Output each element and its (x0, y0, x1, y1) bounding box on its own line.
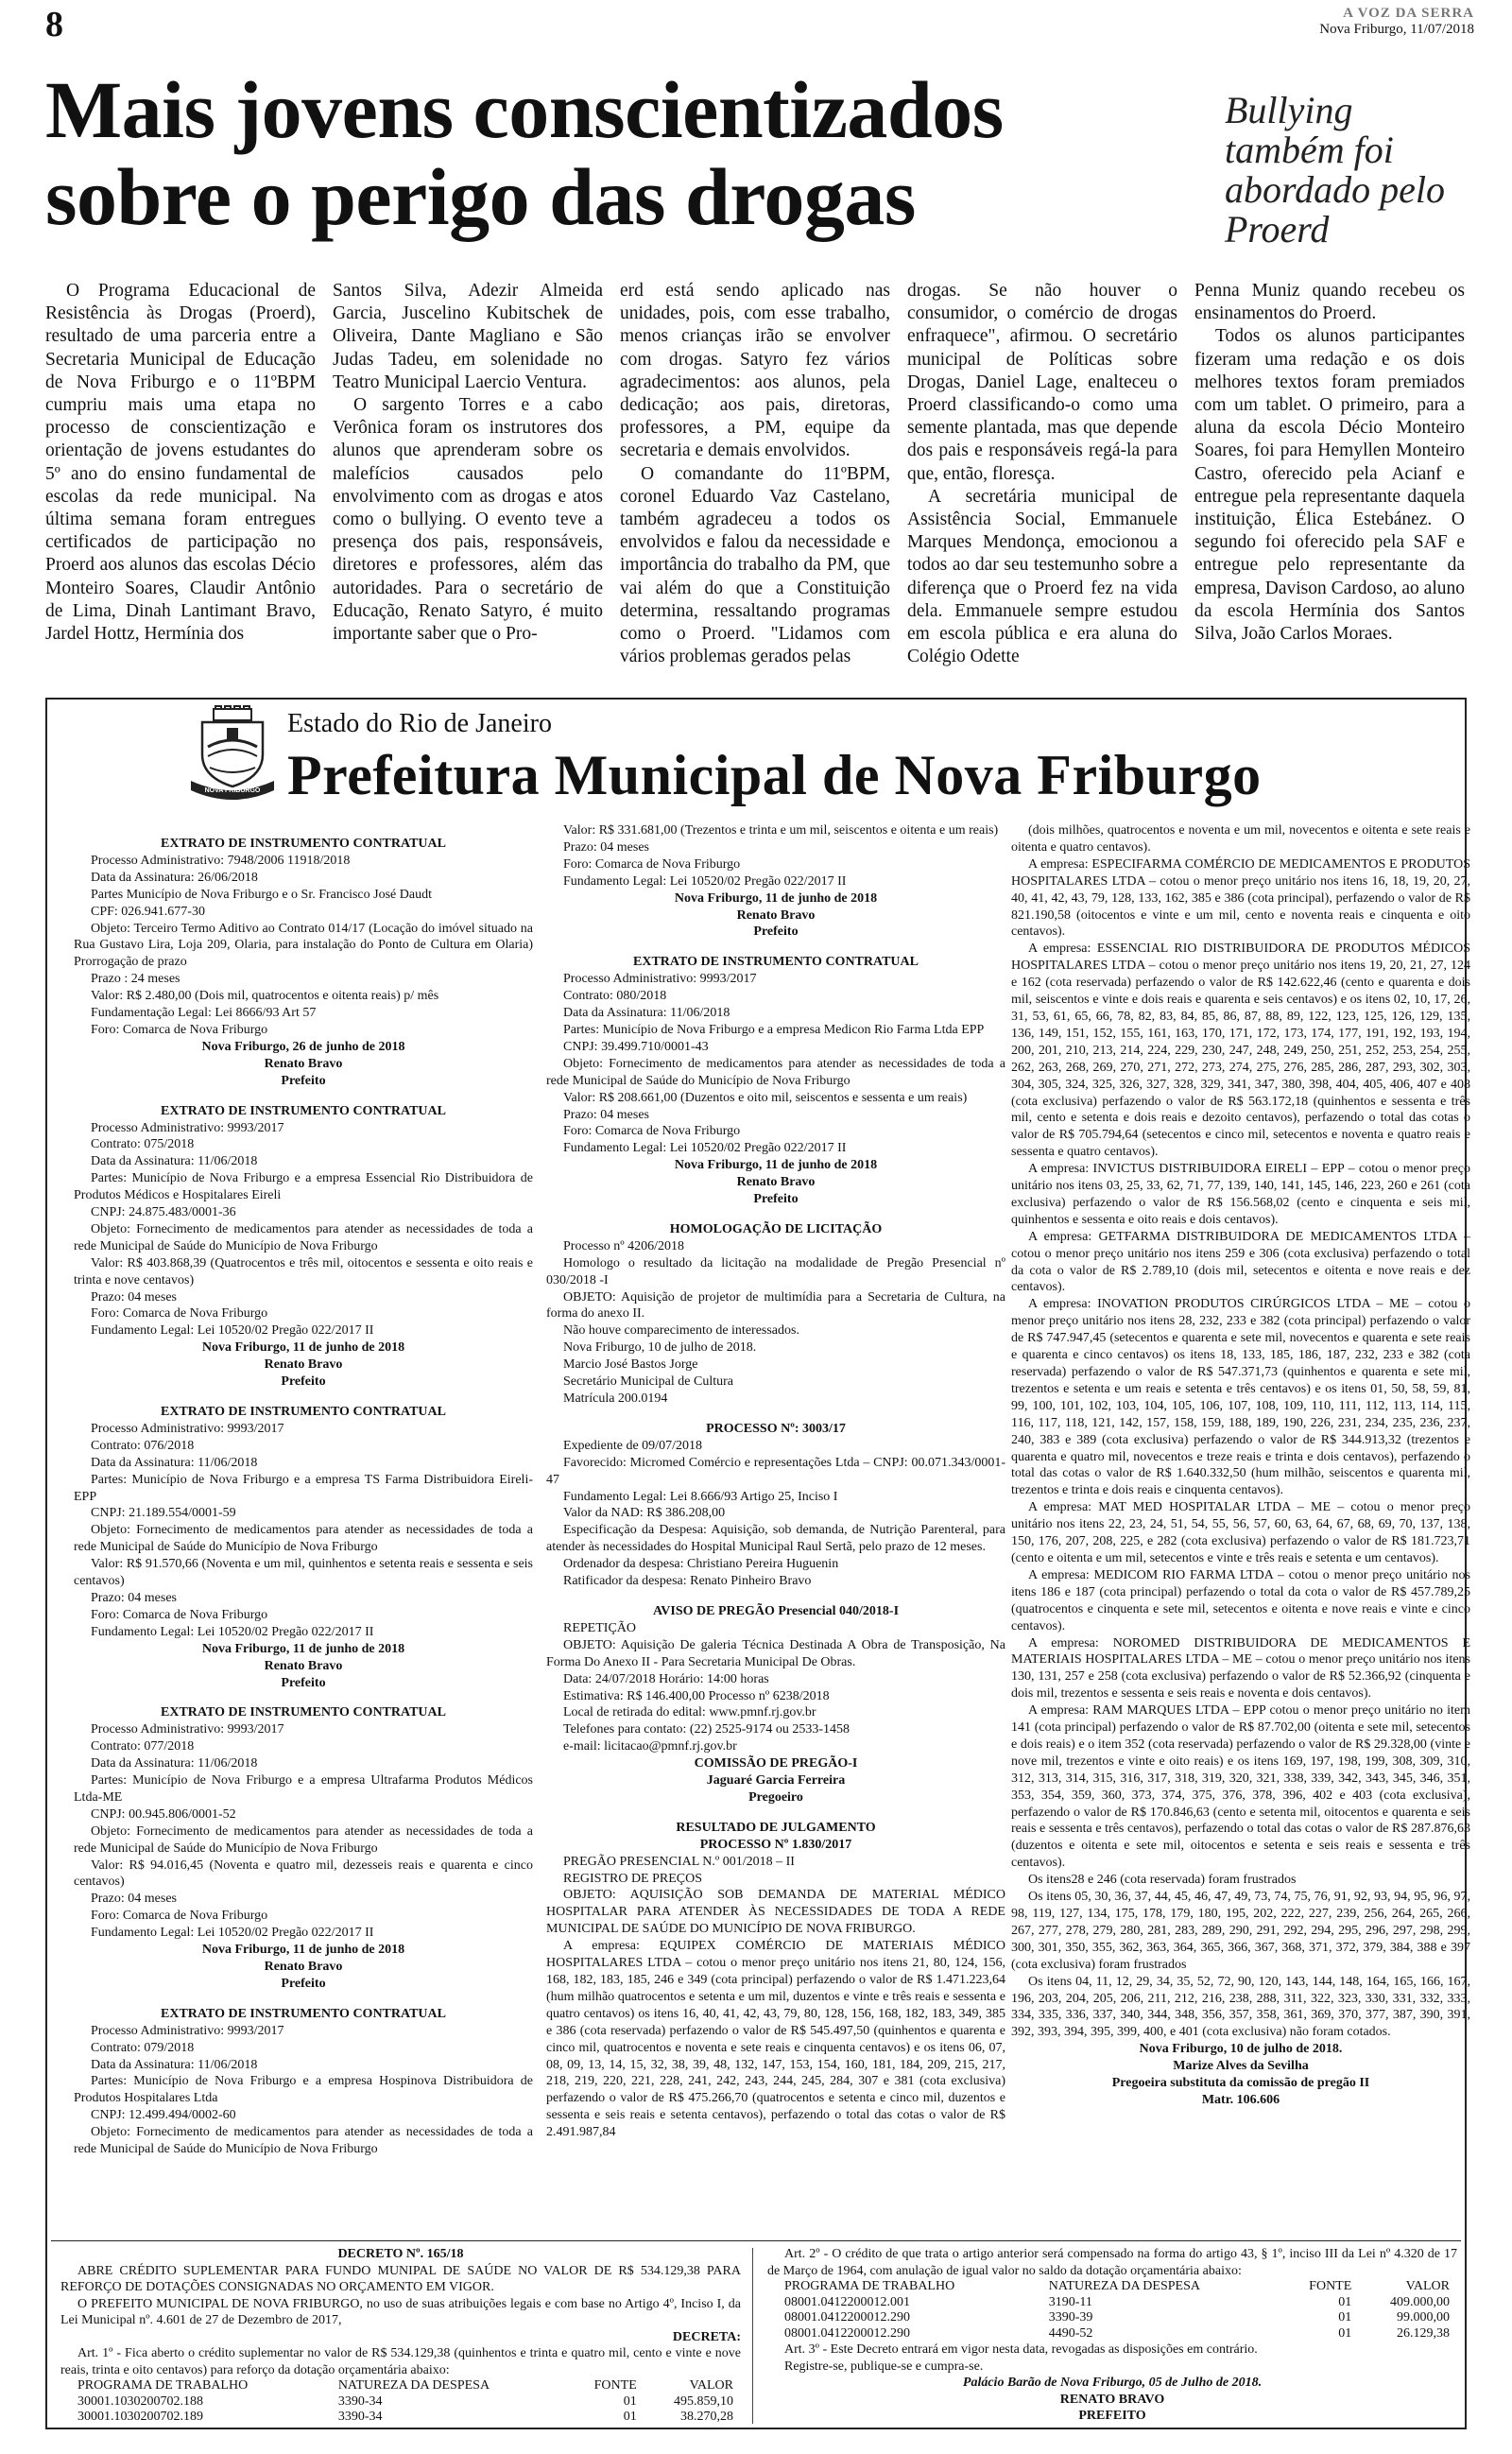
notice-text-line: Processo Administrativo: 9993/2017 (91, 1722, 284, 1737)
article-paragraph: O Programa Educacional de Resistência às Drogas (Proerd), resultado de uma parceria entre a Secretaria Municipal de Educação de Nova Friburgo e o 11ºBPM cumpriu mais uma etapa no processo de conscientização e orientação de jovens estudantes do 5º ano do ensino fundamental de escolas da rede municipal. Na última semana foram entregues certificados de participação no Proerd aos alunos das escolas Décio Monteiro Soares, Claudir Antônio de Lima, Dinah Lantimant Bravo, Jardel Hottz, Hermínia dos (45, 281, 316, 645)
table-row (784, 2310, 1455, 2326)
notice-text-line: Objeto: Fornecimento de medicamentos para atender as necessidades de toda a rede Municipal de Saúde do Município de Nova Friburgo (74, 1823, 533, 1856)
notice-signature-line: Nova Friburgo, 11 de junho de 2018 (201, 1641, 405, 1656)
notice-signature-line: Prefeito (281, 1675, 326, 1690)
notice-text-line: Prazo : 24 meses (91, 972, 180, 987)
notice-text-line: Objeto: Fornecimento de medicamentos para atender as necessidades de toda a rede Municipal de Saúde do Município de Nova Friburgo (74, 2125, 533, 2157)
notice-text-line: e-mail: licitacao@pmnf.rj.gov.br (563, 1739, 737, 1754)
notice-text-line: Data da Assinatura: 11/06/2018 (91, 1154, 258, 1169)
table-cell: 01 (1338, 2310, 1352, 2324)
publication-date: Nova Friburgo, 11/07/2018 (1319, 22, 1474, 37)
notice-text-line: Valor: R$ 2.480,00 (Dois mil, quatrocentos e oitenta reais) p/ mês (91, 989, 439, 1004)
notice-text-line: Foro: Comarca de Nova Friburgo (91, 1607, 268, 1622)
notice-text-line: A empresa: INVICTUS DISTRIBUIDORA EIRELI – EPP – cotou o menor preço unitário nos itens 03, 25, 33, 62, 71, 77, 139, 140, 141, 145, 146, 223, 260 e 261 (cota exclusiva) perfazendo o valor de R$ 156.568,02 (cento e cinquenta e seis mil, quinhentos e sessenta e oito reais e dois centavos). (1011, 1162, 1470, 1227)
notice-text-line: Valor: R$ 208.661,00 (Duzentos e oito mil, seiscentos e sessenta e um reais) (563, 1090, 968, 1105)
notice-text-line: Foro: Comarca de Nova Friburgo (91, 1022, 268, 1037)
notice-signature-line: Prefeito (753, 925, 799, 940)
table-cell: 409.000,00 (1390, 2294, 1450, 2309)
table-cell: 3190-11 (1048, 2294, 1092, 2309)
article-paragraph: O sargento Torres e a cabo Verônica foram os instrutores dos alunos que aprenderam sobre os malefícios causados pelo envolvimento com as drogas e atos como o bullying. O evento teve a presença dos pais, responsáveis, diretores e professores, além das autoridades. Para o secretário de Educação, Renato Satyro, é muito importante saber que o Pro- (333, 395, 603, 645)
table-cell: 3390-34 (337, 2410, 383, 2424)
notice-text-line: Especificação da Despesa: Aquisição, sob demanda, de Nutrição Parenteral, para atender às necessidades do Hospital Municipal Raul Sertã, pelo prazo de 12 meses. (546, 1523, 1005, 1555)
notice-signature-line: Nova Friburgo, 26 de junho de 2018 (201, 1039, 405, 1054)
notice-text-line: Valor: R$ 331.681,00 (Trezentos e trinta e um mil, seiscentos e oitenta e um reais) (563, 823, 999, 838)
state-name: Estado do Rio de Janeiro (287, 709, 552, 738)
table-row (784, 2295, 1455, 2311)
notice-text-line: Processo Administrativo: 9993/2017 (91, 1120, 284, 1135)
legal-column-2 (546, 822, 1005, 2141)
legal-column-3 (1011, 822, 1470, 2109)
notice-signature-line: Nova Friburgo, 11 de junho de 2018 (674, 1158, 878, 1173)
article-column-3 (620, 280, 890, 668)
decree-column-divider (752, 2248, 753, 2424)
notice-heading: EXTRATO DE INSTRUMENTO CONTRATUAL (161, 1103, 446, 1118)
crest-text: NOVA FRIBURGO (204, 787, 261, 794)
notice-text-line: PREGÃO PRESENCIAL N.º 001/2018 – II (563, 1854, 795, 1869)
table-header-cell: NATUREZA DA DESPESA (337, 2378, 490, 2393)
notice-text-line: OBJETO: AQUISIÇÃO SOB DEMANDA DE MATERIAL MÉDICO HOSPITALAR PARA ATENDER ÀS NECESSIDADES DE TODA A REDE MUNICIPAL DE SAÚDE DO MUNICÍPIO DE NOVA FRIBURGO. (546, 1888, 1005, 1937)
notice-text-line: Foro: Comarca de Nova Friburgo (563, 856, 741, 872)
notice-text-line: Data: 24/07/2018 Horário: 14:00 horas (563, 1671, 769, 1686)
notice-text-line: Ratificador da despesa: Renato Pinheiro Bravo (563, 1574, 812, 1589)
article-paragraph: erd está sendo aplicado nas unidades, pois, com esse trabalho, menos crianças irão se envolver com drogas. Satyro fez vários agradecimentos: aos alunos, pela dedicação; aos pais, diretoras, professores, a PM, equipe da secretaria e demais envolvidos. (620, 281, 890, 461)
notice-text-line: CNPJ: 39.499.710/0001-43 (563, 1039, 709, 1054)
notice-signature-line: Prefeito (753, 1192, 799, 1207)
city-crest-icon (189, 705, 276, 800)
notice-text-line: Prazo: 04 meses (563, 839, 649, 855)
notice-signature-line: PROCESSO Nº 1.830/2017 (699, 1837, 852, 1852)
notice-signature-line: Nova Friburgo, 10 de julho de 2018. (1139, 2042, 1343, 2057)
table-cell: 01 (623, 2410, 637, 2424)
notice-signature-line: Renato Bravo (736, 907, 816, 923)
table-cell: 30001.1030200702.188 (77, 2394, 203, 2409)
notice-text-line: A empresa: ESSENCIAL RIO DISTRIBUIDORA DE PRODUTOS MÉDICOS HOSPITALARES LTDA – cotou o menor preço unitário nos itens 19, 20, 21, 27, 124 e 162 (cota reservada) perfazendo o valor de R$ 142.622,46 (cento e quarenta e dois mil, seiscentos e vinte e dois reais e quarenta e seis centavos) e os itens 02, 10, 17, 26, 31, 53, 61, 65, 66, 78, 82, 83, 84, 85, 86, 87, 88, 89, 122, 123, 125, 126, 129, 135, 136, 149, 151, 152, 155, 161, 163, 170, 171, 172, 173, 174, 177, 191, 192, 193, 194, 200, 201, 210, 213, 214, 224, 229, 230, 247, 248, 249, 250, 251, 252, 253, 254, 255, 262, 263, 268, 269, 270, 271, 272, 273, 274, 275, 276, 285, 286, 287, 293, 302, 303, 304, 305, 324, 325, 326, 327, 328, 329, 341, 347, 380, 398, 404, 405, 406, 407 e 408 (cota exclusiva) perfazendo o valor de R$ 563.172,18 (quinhentos e sessenta e três mil, cento e setenta e dois reais e dezoito centavos), perfazendo o total das cotas o valor de R$ 705.794,64 (setecentos e cinco mil, setecentos e noventa e quatro reais e sessenta e quatro centavos). (1011, 942, 1470, 1160)
article-kicker: Bullying também foi abordado pelo Proerd (1225, 89, 1445, 251)
notice-text-line: Prazo: 04 meses (91, 1892, 177, 1907)
notice-text-line: Foro: Comarca de Nova Friburgo (91, 1909, 268, 1924)
notice-text-line: Data da Assinatura: 11/06/2018 (91, 2057, 258, 2072)
notice-text-line: Data da Assinatura: 11/06/2018 (91, 1455, 258, 1470)
notice-heading: PROCESSO Nº: 3003/17 (706, 1421, 846, 1436)
decree-article-2: Art. 2º - O crédito de que trata o artigo anterior será compensado na forma do artigo 43, § 1º, inciso III da Lei nº 4.320 de 17 de Março de 1964, com anulação de igual valor no saldo da dotação orçamentária abaixo: (767, 2247, 1457, 2278)
notice-text-line: Partes: Município de Nova Friburgo e a empresa TS Farma Distribuidora Eireli-EPP (74, 1472, 533, 1504)
article-column-5 (1194, 280, 1465, 646)
notice-heading: RESULTADO DE JULGAMENTO (676, 1820, 876, 1835)
notice-signature-line: Renato Bravo (264, 1960, 343, 1974)
decree-column-left (60, 2246, 741, 2426)
notice-text-line: Os itens 04, 11, 12, 29, 34, 35, 52, 72, 90, 120, 143, 144, 148, 164, 165, 166, 167, 196, 203, 204, 205, 206, 211, 212, 216, 238, 288, 311, 322, 323, 330, 331, 332, 333, 334, 335, 336, 337, 340, 344, 348, 356, 357, 358, 361, 369, 370, 377, 387, 390, 391, 392, 393, 394, 395, 399, 400, e 401 (cota exclusiva) não foram cotados. (1011, 1974, 1470, 2040)
notice-text-line: A empresa: MAT MED HOSPITALAR LTDA – ME – cotou o menor preço unitário nos itens 22, 23, 24, 51, 54, 55, 56, 57, 60, 63, 64, 67, 68, 69, 70, 137, 138, 150, 176, 207, 208, 225, e 282 (cota exclusiva) perfazendo o valor de R$ 181.723,71 (cento e oitenta e um mil, setecentos e vinte e três reais e setenta e um centavos). (1011, 1500, 1470, 1565)
table-cell: 26.129,38 (1397, 2325, 1450, 2341)
notice-text-line: A empresa: MEDICOM RIO FARMA LTDA – cotou o menor preço unitário nos itens 186 e 187 (cota principal) perfazendo o total da cota o valor de R$ 457.789,25 (quatrocentos e cinquenta e sete mil, setecentos e oitenta e nove reais e vinte e cinco centavos). (1011, 1567, 1470, 1633)
notice-text-line: OBJETO: Aquisição de projetor de multimídia para a Secretaria de Cultura, na forma do anexo II. (546, 1289, 1005, 1322)
notice-text-line: Contrato: 076/2018 (91, 1438, 195, 1453)
notice-text-line: REGISTRO DE PREÇOS (563, 1871, 703, 1886)
notice-signature-line: Prefeito (281, 1976, 326, 1991)
table-cell: 08001.0412200012.290 (784, 2325, 910, 2341)
notice-text-line: Não houve comparecimento de interessados. (563, 1323, 799, 1339)
notice-signature-line: Renato Bravo (264, 1357, 343, 1373)
decree-table-credit (77, 2378, 739, 2426)
notice-text-line: Processo nº 4206/2018 (563, 1238, 685, 1253)
notice-signature-line: Nova Friburgo, 11 de junho de 2018 (674, 890, 878, 906)
table-cell: 3390-34 (337, 2394, 383, 2409)
notice-text-line: Fundamento Legal: Lei 10520/02 Pregão 022/2017 II (91, 1624, 374, 1639)
notice-signature-line: Marize Alves da Sevilha (1173, 2059, 1309, 2074)
notice-heading: EXTRATO DE INSTRUMENTO CONTRATUAL (161, 1405, 446, 1419)
notice-text-line: Partes: Município de Nova Friburgo e a empresa Essencial Rio Distribuidora de Produtos Médicos e Hospitalares Eireli (74, 1171, 533, 1203)
notice-text-line: A empresa: RAM MARQUES LTDA – EPP cotou o menor preço unitário no item 141 (cota principal) perfazendo o valor de R$ 87.702,00 (oitenta e sete mil, setecentos e dois reais) e o item 352 (cota reservada) perfazendo o valor de R$ 29.328,00 (vinte e nove mil, trezentos e vinte e oito reais) e os itens 169, 197, 198, 199, 308, 309, 310, 312, 313, 314, 315, 316, 317, 318, 319, 320, 321, 338, 339, 342, 343, 345, 346, 351, 353, 354, 359, 360, 373, 374, 375, 376, 378, 396, 402 e 403 (cota exclusiva), perfazendo o valor de R$ 170.846,63 (cento e setenta mil, oitocentos e quarenta e seis reais e sessenta e três centavos), perfazendo o total das cotas o valor de R$ 287.876,63 (duzentos e oitenta e sete mil, oitocentos e setenta e seis reais e sessenta e três centavos). (1011, 1703, 1470, 1871)
notice-signature-line: Prefeito (281, 1374, 326, 1390)
notice-text-line: Fundamento Legal: Lei 10520/02 Pregão 022/2017 II (563, 1141, 847, 1156)
article-paragraph: Penna Muniz quando recebeu os ensinamentos do Proerd. (1194, 281, 1465, 324)
notice-text-line: Objeto: Fornecimento de medicamentos para atender as necessidades de toda a rede Municipal de Saúde do Município de Nova Friburgo (546, 1056, 1005, 1088)
notice-text-line: Data da Assinatura: 11/06/2018 (91, 1756, 258, 1771)
notice-heading: EXTRATO DE INSTRUMENTO CONTRATUAL (161, 1705, 446, 1720)
notice-text-line: Fundamento Legal: Lei 8.666/93 Artigo 25, Inciso I (563, 1489, 838, 1504)
notice-text-line: A empresa: NOROMED DISTRIBUIDORA DE MEDICAMENTOS E MATERIAIS HOSPITALARES LTDA – ME – cotou o menor preço unitário nos itens 130, 131, 257 e 258 (cota exclusiva) perfazendo o valor de R$ 52.366,92 (cinquenta e dois mil, trezentos e sessenta e seis reais e noventa e dois centavos). (1011, 1635, 1470, 1702)
notice-text-line: (dois milhões, quatrocentos e noventa e um mil, novecentos e oitenta e sete reais e oitenta e quatro centavos). (1011, 823, 1470, 855)
table-header-cell: NATUREZA DA DESPESA (1048, 2279, 1200, 2293)
page-number: 8 (45, 5, 63, 44)
article-column-4 (907, 280, 1177, 668)
decree-column-right (767, 2246, 1457, 2425)
table-header-cell: FONTE (1309, 2279, 1352, 2293)
notice-signature-line: Matr. 106.606 (1201, 2092, 1280, 2107)
notice-text-line: CPF: 026.941.677-30 (91, 904, 205, 919)
notice-text-line: Local de retirada do edital: www.pmnf.rj.gov.br (563, 1705, 816, 1720)
notice-heading: HOMOLOGAÇÃO DE LICITAÇÃO (669, 1221, 883, 1236)
notice-text-line: Data da Assinatura: 11/06/2018 (563, 1006, 730, 1021)
table-cell: 3390-39 (1048, 2310, 1093, 2324)
notice-text-line: Os itens 05, 30, 36, 37, 44, 45, 46, 47, 49, 73, 74, 75, 76, 91, 92, 93, 94, 95, 96, 97, 98, 119, 127, 134, 175, 178, 179, 180, 195, 202, 222, 227, 239, 256, 264, 265, 266, 267, 277, 278, 279, 280, 281, 283, 289, 290, 291, 292, 294, 295, 296, 297, 298, 299, 300, 301, 350, 355, 362, 363, 364, 365, 366, 367, 368, 371, 372, 379, 384, 388 e 397 (cota exclusiva) foram frustrados (1011, 1890, 1470, 1972)
table-cell: 38.270,28 (680, 2410, 733, 2424)
notice-text-line: Data da Assinatura: 26/06/2018 (91, 870, 258, 885)
decree-summary: ABRE CRÉDITO SUPLEMENTAR PARA FUNDO MUNIPAL DE SAÚDE NO VALOR DE R$ 534.129,38 PARA REFORÇO DE DOTAÇÕES CONSIGNADAS NO ORÇAMENTO EM VIGOR. (60, 2263, 741, 2294)
table-cell: 4490-52 (1048, 2325, 1093, 2341)
notice-heading: AVISO DE PREGÃO Presencial 040/2018-I (652, 1603, 900, 1618)
article-paragraph: Santos Silva, Adezir Almeida Garcia, Juscelino Kubitschek de Oliveira, Dante Magliano e São Judas Tadeu, em solenidade no Teatro Municipal Laercio Ventura. (333, 281, 603, 392)
table-row (77, 2394, 739, 2411)
notice-text-line: Telefones para contato: (22) 2525-9174 ou 2533-1458 (563, 1722, 850, 1737)
notice-signature-line: Renato Bravo (736, 1175, 816, 1190)
publication-name: A VOZ DA SERRA (1343, 6, 1474, 21)
notice-text-line: Contrato: 079/2018 (91, 2040, 195, 2055)
notice-text-line: Partes: Município de Nova Friburgo e a empresa Medicon Rio Farma Ltda EPP (563, 1022, 985, 1037)
notice-text-line: Expediente de 09/07/2018 (563, 1438, 702, 1453)
article-headline: Mais jovens conscientizados sobre o perigo das drogas (45, 64, 1004, 242)
table-cell: 08001.0412200012.001 (784, 2294, 910, 2309)
notice-text-line: A empresa: GETFARMA DISTRIBUIDORA DE MEDICAMENTOS LTDA – cotou o menor preço unitário nos itens 259 e 306 (cota exclusiva) perfazendo o total da cota o valor de R$ 2.789,10 (dois mil, setecentos e oitenta e nove reais e dez centavos). (1011, 1229, 1470, 1295)
table-header-cell: FONTE (593, 2378, 637, 2393)
notice-text-line: Prazo: 04 meses (563, 1107, 649, 1122)
table-cell: 495.859,10 (674, 2394, 733, 2409)
notice-text-line: Partes: Município de Nova Friburgo e a empresa Ultrafarma Produtos Médicos Ltda-ME (74, 1773, 533, 1805)
notice-text-line: Processo Administrativo: 7948/2006 11918/2018 (91, 853, 351, 868)
masthead (1319, 6, 1474, 38)
notice-heading: EXTRATO DE INSTRUMENTO CONTRATUAL (161, 2006, 446, 2021)
decree-separator (51, 2240, 1461, 2241)
table-header-cell: PROGRAMA DE TRABALHO (77, 2378, 249, 2393)
decree-article-3: Art. 3º - Este Decreto entrará em vigor nesta data, revogadas as disposições em contrário. (784, 2342, 1258, 2357)
decree-signer: RENATO BRAVO (1059, 2392, 1165, 2407)
notice-text-line: Contrato: 077/2018 (91, 1739, 195, 1754)
notice-text-line: Objeto: Terceiro Termo Aditivo ao Contrato 014/17 (Locação do imóvel situado na Rua Gustavo Lira, Loja 209, Olaria, para instalação do Ponto de Cultura em Olaria) Prorrogação de prazo (74, 921, 533, 970)
notice-text-line: CNPJ: 12.499.494/0002-60 (91, 2108, 236, 2123)
notice-text-line: Foro: Comarca de Nova Friburgo (563, 1124, 741, 1139)
notice-text-line: CNPJ: 21.189.554/0001-59 (91, 1506, 236, 1521)
notice-text-line: Objeto: Fornecimento de medicamentos para atender as necessidades de toda a rede Municipal de Saúde do Município de Nova Friburgo (74, 1523, 533, 1555)
notice-text-line: Partes Município de Nova Friburgo e o Sr. Francisco José Daudt (91, 887, 432, 902)
notice-signature-line: Renato Bravo (264, 1658, 343, 1673)
table-cell: 30001.1030200702.189 (77, 2410, 203, 2424)
notice-text-line: Os itens28 e 246 (cota reservada) foram frustrados (1028, 1873, 1297, 1888)
notice-text-line: Marcio José Bastos Jorge (563, 1357, 698, 1373)
table-cell: 08001.0412200012.290 (784, 2310, 910, 2324)
notice-text-line: Fundamento Legal: Lei 10520/02 Pregão 022/2017 II (91, 1926, 374, 1941)
table-row (77, 2410, 739, 2426)
notice-text-line: Secretário Municipal de Cultura (563, 1374, 733, 1390)
table-row (784, 2326, 1455, 2342)
notice-text-line: Estimativa: R$ 146.400,00 Processo nº 6238/2018 (563, 1688, 830, 1703)
notice-text-line: Processo Administrativo: 9993/2017 (91, 2023, 284, 2038)
notice-heading: EXTRATO DE INSTRUMENTO CONTRATUAL (161, 837, 446, 851)
notice-text-line: Prazo: 04 meses (91, 1590, 177, 1605)
notice-text-line: Contrato: 075/2018 (91, 1137, 195, 1152)
notice-text-line: Foro: Comarca de Nova Friburgo (91, 1306, 268, 1322)
table-cell: 01 (1338, 2294, 1352, 2309)
notice-text-line: Processo Administrativo: 9993/2017 (91, 1421, 284, 1436)
notice-heading: EXTRATO DE INSTRUMENTO CONTRATUAL (633, 955, 919, 970)
article-paragraph: Todos os alunos participantes fizeram uma redação e os dois melhores textos foram premiados com um tablet. O primeiro, para a aluna da escola Décio Monteiro Soares, foi para Hemyllen Monteiro Castro, oferecido pela Acianf e entregue pela representante daquela instituição, Élica Estebánez. O segundo foi oferecido pela SAF e entregue pelo representante da empresa, Davison Cardoso, ao aluno da escola Hermínia dos Santos Silva, João Carlos Moraes. (1194, 326, 1465, 645)
table-cell: 01 (1338, 2325, 1352, 2341)
article-paragraph: A secretária municipal de Assistência Social, Emmanuele Marques Mendonça, emocionou a todos ao dar seu testemunho sobre a diferença que o Proerd fez na vida dela. Emmanuele sempre estudou em escola pública e era aluna do Colégio Odette (907, 486, 1177, 667)
table-header-cell: VALOR (689, 2378, 733, 2393)
notice-text-line: Matrícula 200.0194 (563, 1391, 668, 1406)
notice-text-line: Valor: R$ 91.570,66 (Noventa e um mil, quinhentos e setenta reais e sessenta e seis centavos) (74, 1557, 533, 1589)
notice-text-line: A empresa: INOVATION PRODUTOS CIRÚRGICOS LTDA – ME – cotou o menor preço unitário nos itens 28, 232, 233 e 382 (cota principal) perfazendo o valor de R$ 747.947,45 (setecentos e quarenta e sete mil, novecentos e quarenta e sete reais e quarenta e cinco centavos) os itens 18, 133, 185, 186, 187, 232, 233 e 382 (cota reservada) perfazendo o valor de R$ 547.371,73 (quinhentos e quarenta e sete mil, trezentos e setenta e um reais e setenta e três centavos) e os itens 01, 50, 58, 59, 81, 99, 100, 101, 102, 103, 104, 105, 106, 107, 108, 109, 110, 111, 112, 113, 114, 115, 116, 117, 118, 121, 142, 157, 158, 159, 188, 189, 190, 226, 231, 234, 235, 236, 237, 240, 383 e 389 (cota exclusiva) perfazendo o valor de R$ 344.913,32 (trezentos e quarenta e quatro mil, novecentos e treze reais e trinta e dois centavos), perfazendo o total das cotas o valor de R$ 1.640.332,50 (hum milhão, seiscentos e quarenta mil, trezentos e trinta e dois reais e cinquenta centavos). (1011, 1297, 1470, 1498)
notice-text-line: A empresa: ESPECIFARMA COMÉRCIO DE MEDICAMENTOS E PRODUTOS HOSPITALARES LTDA – cotou o menor preço unitário nos itens 16, 18, 19, 20, 27, 40, 41, 42, 43, 79, 128, 133, 162, 385 e 386 (cota principal), perfazendo o valor de R$ 821.190,58 (oitocentos e vinte e um mil, cento e noventa reais e cinquenta e oito centavos). (1011, 856, 1470, 940)
notice-text-line: Fundamento Legal: Lei 10520/02 Pregão 022/2017 II (91, 1323, 374, 1339)
notice-signature-line: Prefeito (281, 1073, 326, 1088)
table-cell: 01 (623, 2394, 637, 2409)
notice-text-line: CNPJ: 00.945.806/0001-52 (91, 1806, 236, 1822)
notice-signature-line: Jaguaré Garcia Ferreira (706, 1773, 846, 1789)
notice-text-line: Fundamento Legal: Lei 10520/02 Pregão 022/2017 II (563, 873, 847, 889)
notice-text-line: Homologo o resultado da licitação na modalidade de Pregão Presencial nº 030/2018 -I (546, 1255, 1005, 1287)
notice-signature-line: Nova Friburgo, 11 de junho de 2018 (201, 1943, 405, 1958)
table-header-cell: VALOR (1405, 2279, 1450, 2293)
article-paragraph: drogas. Se não houver o consumidor, o comércio de drogas enfraquece", afirmou. O secretário municipal de Políticas sobre Drogas, Daniel Lage, enalteceu o Proerd classificando-o como uma semente plantada, mas que depende dos pais e responsáveis regá-la para que, então, floresça. (907, 281, 1177, 484)
decree-closing: Registre-se, publique-se e cumpra-se. (784, 2359, 984, 2374)
decree-place-date: Palácio Barão de Nova Friburgo, 05 de Julho de 2018. (962, 2376, 1263, 2390)
notice-text-line: Fundamentação Legal: Lei 8666/93 Art 57 (91, 1006, 317, 1021)
notice-text-line: Valor: R$ 94.016,45 (Noventa e quatro mil, dezesseis reais e quarenta e cinco centavos) (74, 1858, 533, 1890)
notice-text-line: OBJETO: Aquisição De galeria Técnica Destinada A Obra de Transposição, Na Forma Do Anexo II - Para Secretaria Municipal De Obras. (546, 1637, 1005, 1669)
notice-text-line: Valor da NAD: R$ 386.208,00 (563, 1506, 726, 1521)
prefeitura-title: Prefeitura Municipal de Nova Friburgo (287, 744, 1262, 806)
notice-text-line: Objeto: Fornecimento de medicamentos para atender as necessidades de toda a rede Municipal de Saúde do Município de Nova Friburgo (74, 1221, 533, 1253)
notice-text-line: Nova Friburgo, 10 de julho de 2018. (563, 1340, 757, 1356)
notice-signature-line: COMISSÃO DE PREGÃO-I (694, 1756, 858, 1771)
notice-text-line: Ordenador da despesa: Christiano Pereira Huguenin (563, 1557, 839, 1572)
decree-decreta: DECRETA: (672, 2329, 741, 2344)
notice-text-line: Favorecido: Micromed Comércio e representações Ltda – CNPJ: 00.071.343/0001-47 (546, 1455, 1005, 1487)
legal-column-1 (74, 822, 533, 2158)
decree-article-1: Art. 1º - Fica aberto o crédito suplementar no valor de R$ 534.129,38 (quinhentos e trinta e quatro mil, cento e vinte e nove reais, trinta e oito centavos) para reforço da dotação orçamentária abaixo: (60, 2346, 741, 2377)
article-column-2 (333, 280, 603, 646)
notice-signature-line: Renato Bravo (264, 1056, 343, 1071)
article-paragraph: O comandante do 11ºBPM, coronel Eduardo Vaz Castelano, também agradeceu a todos os envolvidos e falou da necessidade e importância do trabalho da PM, que vai além do que a Constituição determina, ressaltando programas como o Proerd. "Lidamos com vários problemas gerados pelas (620, 463, 890, 667)
notice-text-line: CNPJ: 24.875.483/0001-36 (91, 1205, 236, 1220)
notice-text-line: Contrato: 080/2018 (563, 989, 667, 1004)
decree-signer-title: PREFEITO (1078, 2409, 1146, 2423)
decree-preamble: O PREFEITO MUNICIPAL DE NOVA FRIBURGO, no uso de suas atribuições legais e com base no Artigo 4º, Inciso I, da Lei Municipal nº. 4.601 de 27 de Dezembro de 2017, (60, 2296, 741, 2327)
notice-text-line: Partes: Município de Nova Friburgo e a empresa Hospinova Distribuidora de Produtos Hospitalares Ltda (74, 2074, 533, 2106)
notice-signature-line: Pregoeira substituta da comissão de pregão II (1111, 2076, 1370, 2091)
notice-text-line: Processo Administrativo: 9993/2017 (563, 972, 757, 987)
table-header-cell: PROGRAMA DE TRABALHO (784, 2279, 955, 2293)
notice-text-line: Prazo: 04 meses (91, 1289, 177, 1305)
notice-signature-line: Nova Friburgo, 11 de junho de 2018 (201, 1340, 405, 1356)
decree-title: DECRETO Nº. 165/18 (337, 2247, 464, 2261)
article-column-1 (45, 280, 316, 646)
notice-signature-line: Pregoeiro (748, 1789, 803, 1805)
notice-text-line: Valor: R$ 403.868,39 (Quatrocentos e três mil, oitocentos e sessenta e oito reais e trinta e nove centavos) (74, 1255, 533, 1287)
notice-text-line: A empresa: EQUIPEX COMÉRCIO DE MATERIAIS MÉDICO HOSPITALARES LTDA – cotou o menor preço unitário nos itens 21, 80, 124, 156, 168, 182, 183, 185, 246 e 349 (cota principal) perfazendo o valor de R$ 1.471.223,64 (hum milhão quatrocentos e setenta e um mil, duzentos e vinte e três reais e sessenta e quatro centavos) os itens 16, 40, 41, 42, 43, 79, 80, 128, 156, 168, 182, 183, 349, 385 e 386 (cota reservada) perfazendo o valor de R$ 545.497,50 (quinhentos e quarenta e cinco mil, quatrocentos e noventa e sete reais e cinquenta centavos) e os itens 06, 07, 08, 09, 13, 14, 15, 32, 38, 39, 48, 132, 147, 153, 154, 160, 181, 184, 209, 215, 217, 218, 219, 220, 221, 228, 241, 242, 243, 244, 245, 284, 307 e 381 (cota exclusiva) perfazendo o valor de R$ 475.266,70 (quatrocentos e setenta e cinco mil, duzentos e sessenta e seis reais e setenta centavos), perfazendo o total das cotas o valor de R$ 2.491.987,84 (546, 1939, 1005, 2140)
notice-text-line: REPETIÇÃO (563, 1620, 636, 1635)
decree-table-annulment (784, 2279, 1455, 2342)
table-cell: 99.000,00 (1397, 2310, 1450, 2324)
